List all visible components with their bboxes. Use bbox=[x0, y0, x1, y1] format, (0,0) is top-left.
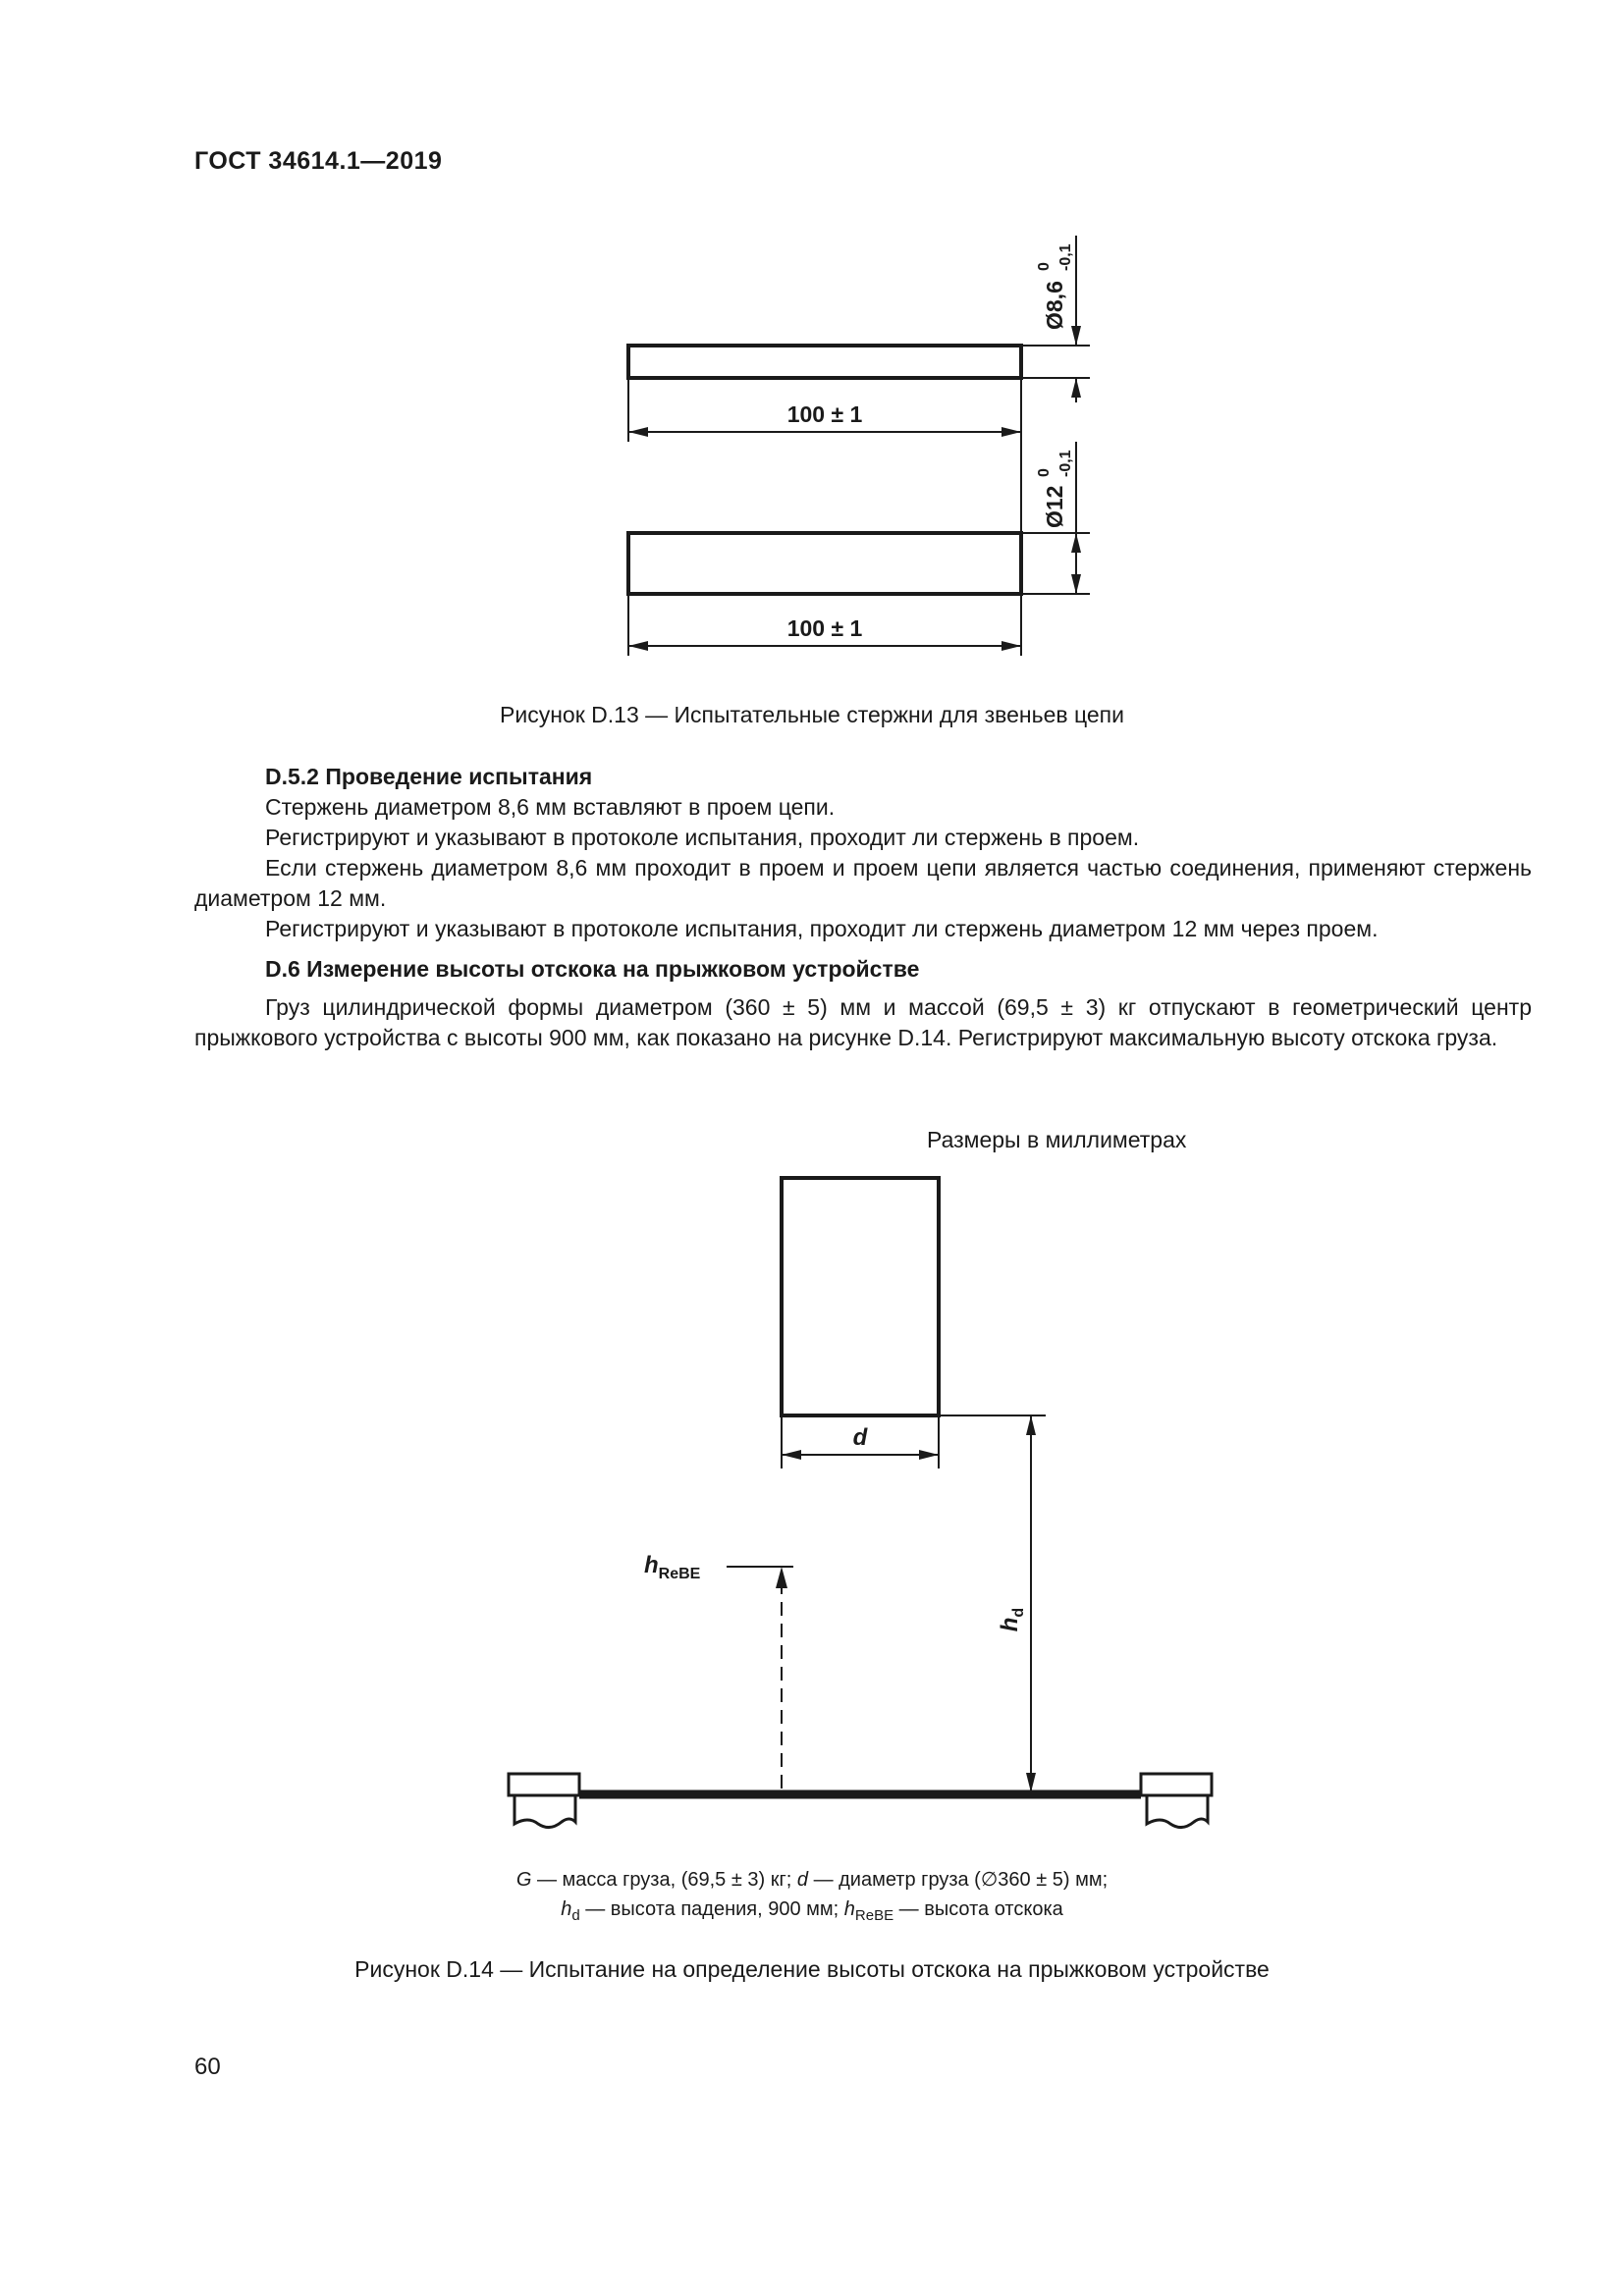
drop-height-label: h bbox=[997, 1617, 1023, 1632]
figure-d13-drawing bbox=[0, 0, 1624, 687]
figure-d13-caption: Рисунок D.13 — Испытательные стержни для звеньев цепи bbox=[500, 702, 1124, 727]
rod-1-tolerance-lower: -0,1 bbox=[1057, 243, 1074, 271]
figure-d14-caption: Рисунок D.14 — Испытание на определение высоты отскока на прыжковом устройстве bbox=[354, 1956, 1270, 1982]
legend-hd-text: — высота падения, 900 мм; bbox=[579, 1898, 844, 1920]
rod-2-tolerance-lower: -0,1 bbox=[1057, 450, 1074, 477]
legend-line-2 bbox=[0, 1895, 1624, 1931]
section-d6-paragraph-1: Груз цилиндрической формы диаметром (360 ± 5) мм и массой (69,5 ± 3) кг отпускают в геометрический центр прыжкового устройства с высоты 900 мм, как показано на рисунке D.14. Регистрируют максимальную высоту отскока груза. bbox=[194, 994, 1532, 1050]
rod-1-tolerance-upper: 0 bbox=[1036, 262, 1053, 271]
legend-hd-symbol: h bbox=[561, 1898, 572, 1920]
rod-1-length-label: 100 ± 1 bbox=[786, 401, 863, 427]
drop-height-subscript: d bbox=[1010, 1607, 1027, 1618]
page-number: 60 bbox=[194, 2054, 221, 2080]
rebound-height-label: h bbox=[644, 1552, 659, 1578]
weight-cylinder bbox=[782, 1178, 939, 1415]
legend-hrebe-subscript: ReBE bbox=[854, 1907, 894, 1924]
legend-g-text: — масса груза, (69,5 ± 3) кг; bbox=[531, 1869, 797, 1891]
rod-1-diameter-label: Ø8,6 bbox=[1042, 281, 1067, 330]
section-d6-heading: D.6 Измерение высоты отскока на прыжковом устройстве bbox=[265, 956, 920, 982]
legend-line-1 bbox=[0, 1865, 1624, 1895]
legend-d-text: — диаметр груза (∅360 ± 5) мм; bbox=[808, 1869, 1109, 1891]
section-d52-paragraph-1: Стержень диаметром 8,6 мм вставляют в проем цепи. bbox=[265, 794, 836, 820]
rod-2-diameter-label: Ø12 bbox=[1042, 485, 1067, 528]
legend-hrebe-text: — высота отскока bbox=[893, 1898, 1063, 1920]
diameter-label-d: d bbox=[852, 1424, 868, 1451]
rod-2-tolerance-upper: 0 bbox=[1036, 468, 1053, 477]
section-d52-heading: D.5.2 Проведение испытания bbox=[265, 764, 593, 789]
rod-1 bbox=[628, 346, 1021, 378]
right-support bbox=[1141, 1774, 1212, 1795]
svg-text:hReBE bbox=[644, 1552, 701, 1582]
rod-2-length-label: 100 ± 1 bbox=[786, 615, 863, 641]
svg-text:hd bbox=[997, 1608, 1027, 1631]
legend-d-symbol: d bbox=[796, 1869, 809, 1891]
rod-2 bbox=[628, 533, 1021, 594]
legend-hd-subscript: d bbox=[571, 1907, 580, 1924]
section-d52-paragraph-2: Регистрируют и указывают в протоколе испытания, проходит ли стержень в проем. bbox=[265, 825, 1140, 850]
section-d52-paragraph-4: Регистрируют и указывают в протоколе испытания, проходит ли стержень диаметром 12 мм через проем. bbox=[265, 916, 1379, 941]
legend-g-symbol: G bbox=[515, 1869, 532, 1891]
figure-d14-legend bbox=[0, 1865, 1624, 1931]
figure-d14-drawing bbox=[0, 1158, 1624, 1865]
rebound-height-subscript: ReBE bbox=[658, 1566, 701, 1582]
legend-hrebe-symbol: h bbox=[843, 1898, 855, 1920]
left-support bbox=[509, 1774, 579, 1795]
section-d52-paragraph-3: Если стержень диаметром 8,6 мм проходит в проем и проем цепи является частью соединения, применяют стержень диаметром 12 мм. bbox=[194, 855, 1532, 911]
units-note: Размеры в миллиметрах bbox=[927, 1127, 1187, 1152]
document-header: ГОСТ 34614.1—2019 bbox=[194, 147, 443, 175]
section-d52 bbox=[194, 762, 1532, 1053]
